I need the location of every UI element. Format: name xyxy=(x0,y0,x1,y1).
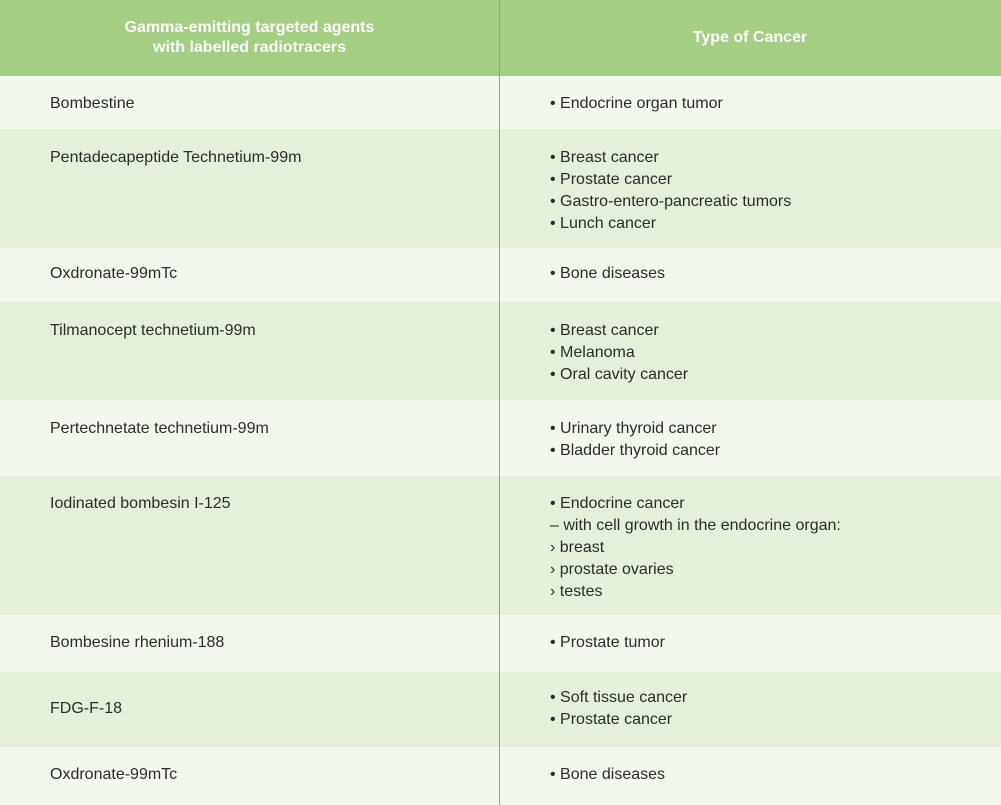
cancer-item: • Breast cancer xyxy=(550,322,659,339)
header-cancer-label: Type of Cancer xyxy=(692,29,808,46)
header-cancer xyxy=(499,0,1001,76)
cancer-item: • Prostate tumor xyxy=(550,634,665,651)
cancer-cell xyxy=(499,418,1001,476)
cancer-item: • Soft tissue cancer xyxy=(550,689,688,706)
cancer-cell xyxy=(499,687,1001,747)
cancer-item: • Prostate cancer xyxy=(550,171,673,188)
cancer-item: • Lunch cancer xyxy=(550,215,657,232)
agent-name: Iodinated bombesin I-125 xyxy=(50,495,231,512)
agent-name: Pertechnetate technetium-99m xyxy=(50,420,269,437)
cancer-item: • Melanoma xyxy=(550,344,635,361)
agent-name: FDG-F-18 xyxy=(50,700,122,717)
agent-cell xyxy=(0,493,499,615)
header-agent-label: Gamma-emitting targeted agents with labelled radiotracers xyxy=(124,19,375,56)
cancer-cell xyxy=(499,493,1001,615)
table-row xyxy=(0,248,1001,302)
table-header xyxy=(0,0,1001,76)
cancer-item: • Gastro-entero-pancreatic tumors xyxy=(550,193,792,210)
table-row xyxy=(0,476,1001,615)
agent-cell xyxy=(0,93,499,129)
agent-name: Bombestine xyxy=(50,95,135,112)
agent-cell xyxy=(0,764,499,805)
cancer-item: • Prostate cancer xyxy=(550,711,673,728)
table-row xyxy=(0,615,1001,672)
agent-name: Pentadecapeptide Technetium-99m xyxy=(50,149,302,166)
table-row xyxy=(0,76,1001,129)
table-row xyxy=(0,400,1001,476)
cancer-cell xyxy=(499,147,1001,248)
table-row xyxy=(0,672,1001,747)
cancer-subitem: – with cell growth in the endocrine organ: xyxy=(550,517,841,534)
cancer-subsubitem: › breast xyxy=(550,539,605,556)
agent-cell xyxy=(0,632,499,672)
cancer-item: • Oral cavity cancer xyxy=(550,366,689,383)
agent-name: Bombesine rhenium-188 xyxy=(50,634,225,651)
cancer-item: • Endocrine cancer xyxy=(550,495,685,512)
agent-cell xyxy=(0,687,499,747)
cancer-item: • Bladder thyroid cancer xyxy=(550,442,721,459)
table-row xyxy=(0,302,1001,400)
cancer-cell xyxy=(499,263,1001,302)
agent-name: Oxdronate-99mTc xyxy=(50,766,178,783)
cancer-item: • Endocrine organ tumor xyxy=(550,95,723,112)
table-row xyxy=(0,129,1001,248)
agent-name: Oxdronate-99mTc xyxy=(50,265,178,282)
agent-cell xyxy=(0,418,499,476)
cancer-subsubitem: › prostate ovaries xyxy=(550,561,674,578)
cancer-item: • Bone diseases xyxy=(550,265,666,282)
cancer-item: • Bone diseases xyxy=(550,766,666,783)
column-divider xyxy=(499,0,500,805)
cancer-cell xyxy=(499,632,1001,672)
header-agent xyxy=(0,0,499,76)
cancer-subsubitem: › testes xyxy=(550,583,603,600)
table-row xyxy=(0,747,1001,805)
cancer-item: • Breast cancer xyxy=(550,149,659,166)
agent-cell xyxy=(0,147,499,248)
agent-name: Tilmanocept technetium-99m xyxy=(50,322,256,339)
agent-cell xyxy=(0,263,499,302)
cancer-cell xyxy=(499,764,1001,805)
cancer-cell xyxy=(499,320,1001,400)
agent-cell xyxy=(0,320,499,400)
cancer-item: • Urinary thyroid cancer xyxy=(550,420,717,437)
cancer-cell xyxy=(499,93,1001,129)
